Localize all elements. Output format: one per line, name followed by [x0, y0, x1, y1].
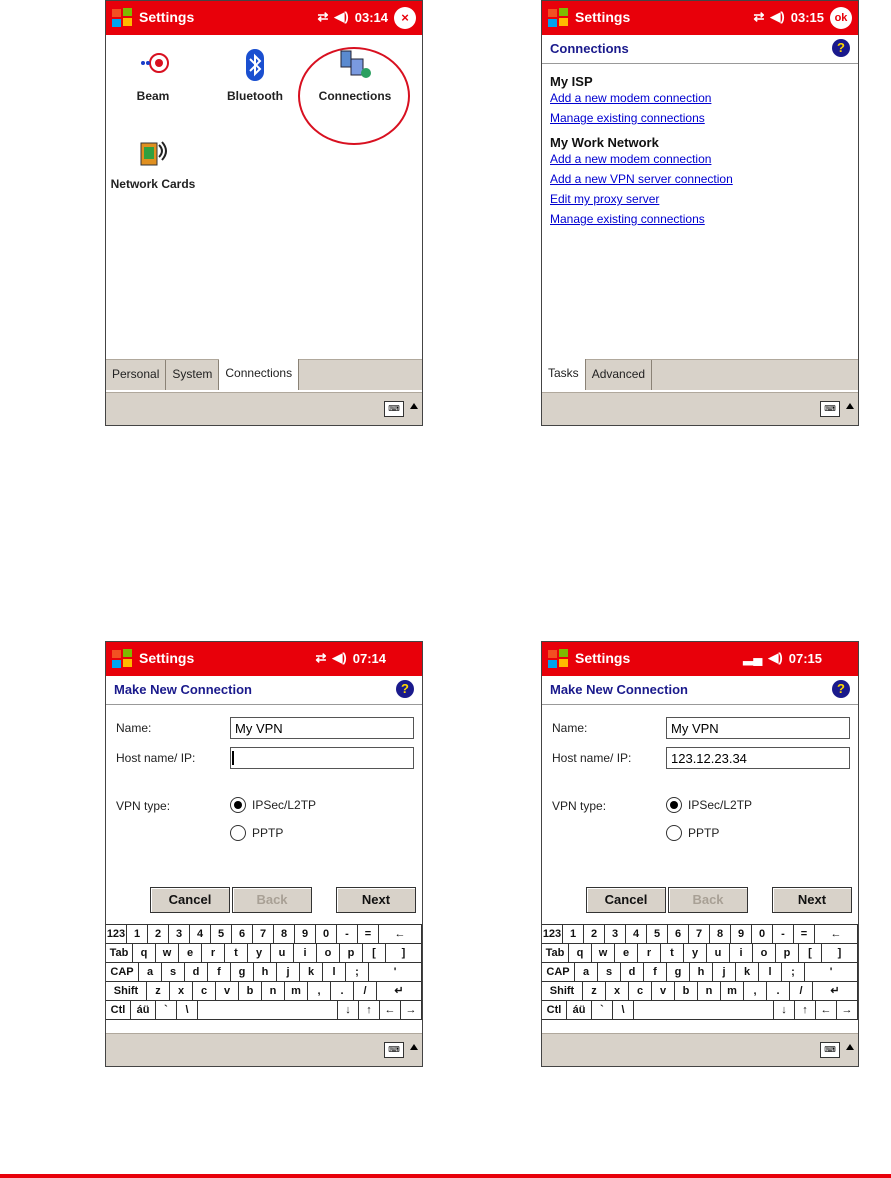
key[interactable]: y	[684, 944, 707, 962]
page-title: Make New Connection	[550, 682, 688, 697]
status-area	[743, 650, 822, 666]
key[interactable]: 6	[232, 925, 253, 943]
key-space[interactable]	[198, 1001, 338, 1019]
task-list	[542, 74, 858, 226]
key[interactable]: j	[713, 963, 736, 981]
key[interactable]: /	[790, 982, 813, 1000]
key[interactable]: =	[358, 925, 379, 943]
key[interactable]: 0	[316, 925, 337, 943]
key[interactable]: 2	[148, 925, 169, 943]
key[interactable]: t	[225, 944, 248, 962]
key[interactable]: '	[805, 963, 858, 981]
key-left[interactable]: ←	[380, 1001, 401, 1019]
key[interactable]: s	[598, 963, 621, 981]
key[interactable]: o	[317, 944, 340, 962]
key[interactable]: `	[592, 1001, 613, 1019]
key-caps[interactable]: CAP	[106, 963, 139, 981]
key[interactable]: c	[629, 982, 652, 1000]
key-down[interactable]: ↓	[774, 1001, 795, 1019]
keyboard-row	[106, 1001, 422, 1020]
key-shift[interactable]: Shift	[542, 982, 583, 1000]
windows-start-icon[interactable]	[546, 6, 570, 30]
page-title: Make New Connection	[114, 682, 252, 697]
radio-ipsec-label: IPSec/L2TP	[688, 798, 753, 812]
tab-advanced[interactable]: Advanced	[586, 360, 652, 390]
key[interactable]: 0	[752, 925, 773, 943]
connectivity-icon[interactable]: ⇄	[753, 9, 765, 24]
status-area	[318, 9, 388, 25]
host-field[interactable]	[230, 747, 414, 769]
link-add-modem-work[interactable]: Add a new modem connection	[550, 152, 712, 166]
key[interactable]: 7	[253, 925, 274, 943]
key[interactable]: 8	[274, 925, 295, 943]
windows-start-icon[interactable]	[110, 647, 134, 671]
tab-connections[interactable]: Connections	[219, 359, 299, 390]
input-menu-arrow-icon[interactable]	[410, 403, 418, 409]
signal-icon[interactable]: ▂▄	[743, 650, 763, 665]
radio-empty-icon	[230, 825, 246, 841]
key[interactable]: 7	[689, 925, 710, 943]
key-123[interactable]: 123	[106, 925, 127, 943]
input-menu-arrow-icon[interactable]	[846, 403, 854, 409]
back-button[interactable]: Back	[232, 887, 312, 913]
key[interactable]: \	[177, 1001, 198, 1019]
keyboard-row	[106, 944, 422, 963]
keyboard-row	[542, 944, 858, 963]
help-icon[interactable]: ?	[832, 680, 850, 698]
vpn-type-label: VPN type:	[116, 799, 171, 813]
name-label: Name:	[116, 721, 152, 735]
highlight-circle	[298, 47, 410, 145]
key[interactable]: k	[300, 963, 323, 981]
keyboard-row	[542, 982, 858, 1001]
soft-keyboard	[106, 924, 422, 1020]
windows-start-icon[interactable]	[110, 6, 134, 30]
key[interactable]: p	[340, 944, 363, 962]
key[interactable]: ;	[782, 963, 805, 981]
radio-ipsec-label: IPSec/L2TP	[252, 798, 317, 812]
app-title: Settings	[139, 650, 195, 666]
page-header	[542, 35, 858, 64]
key[interactable]: ,	[308, 982, 331, 1000]
key-ctrl[interactable]: Ctl	[106, 1001, 131, 1019]
key[interactable]: =	[794, 925, 815, 943]
key[interactable]: -	[773, 925, 794, 943]
key[interactable]: 1	[563, 925, 584, 943]
key[interactable]: w	[592, 944, 615, 962]
key[interactable]: b	[239, 982, 262, 1000]
network-card-icon	[135, 135, 171, 171]
radio-selected-icon	[230, 797, 246, 813]
settings-connections-screen	[105, 0, 423, 426]
clock[interactable]: 07:14	[352, 650, 386, 666]
key[interactable]: [	[799, 944, 822, 962]
app-title: Settings	[575, 9, 631, 25]
key[interactable]: e	[615, 944, 638, 962]
link-edit-proxy[interactable]: Edit my proxy server	[550, 192, 660, 206]
tab-system[interactable]: System	[166, 360, 219, 390]
status-area	[316, 650, 386, 666]
text-caret	[232, 751, 234, 765]
ok-button[interactable]: ok	[830, 7, 852, 29]
close-button[interactable]: ×	[394, 7, 416, 29]
key[interactable]: r	[202, 944, 225, 962]
bluetooth-label: Bluetooth	[227, 89, 283, 103]
page-title: Connections	[550, 41, 629, 56]
key[interactable]: m	[285, 982, 308, 1000]
key[interactable]: 4	[190, 925, 211, 943]
link-manage-isp[interactable]: Manage existing connections	[550, 111, 705, 125]
page-footer-rule	[0, 1174, 891, 1178]
radio-pptp-label: PPTP	[688, 826, 720, 840]
name-field[interactable]: My VPN	[230, 717, 414, 739]
radio-pptp[interactable]	[666, 825, 719, 841]
key[interactable]: n	[698, 982, 721, 1000]
keyboard-row	[106, 982, 422, 1001]
menu-bar	[106, 392, 422, 425]
key[interactable]: r	[638, 944, 661, 962]
key[interactable]: 2	[584, 925, 605, 943]
key[interactable]: i	[294, 944, 317, 962]
make-connection-screen-filled	[541, 641, 859, 1067]
key[interactable]: 3	[605, 925, 626, 943]
key[interactable]: j	[277, 963, 300, 981]
key[interactable]: x	[170, 982, 193, 1000]
keyboard-row	[542, 963, 858, 982]
section-title: My ISP	[550, 74, 593, 89]
key-left[interactable]: ←	[816, 1001, 837, 1019]
key[interactable]: l	[759, 963, 782, 981]
tab-bar	[542, 359, 858, 390]
key[interactable]: \	[613, 1001, 634, 1019]
title-bar	[542, 1, 858, 35]
key[interactable]: f	[644, 963, 667, 981]
key[interactable]: q	[569, 944, 592, 962]
menu-bar	[542, 392, 858, 425]
beam-item[interactable]	[108, 47, 198, 103]
link-manage-work[interactable]: Manage existing connections	[550, 212, 705, 226]
key-ctrl[interactable]: Ctl	[542, 1001, 567, 1019]
key[interactable]: m	[721, 982, 744, 1000]
page-header	[106, 676, 422, 705]
key[interactable]: 4	[626, 925, 647, 943]
key-intl[interactable]: áü	[131, 1001, 156, 1019]
key[interactable]: 9	[731, 925, 752, 943]
app-title: Settings	[139, 9, 195, 25]
keyboard-icon[interactable]: ⌨	[820, 401, 840, 417]
radio-ipsec[interactable]	[666, 797, 752, 813]
key[interactable]: k	[736, 963, 759, 981]
key[interactable]: ;	[346, 963, 369, 981]
menu-bar	[106, 1033, 422, 1066]
speaker-icon[interactable]: ◀)	[770, 9, 785, 24]
key[interactable]: v	[216, 982, 239, 1000]
host-label: Host name/ IP:	[552, 751, 632, 765]
speaker-icon[interactable]: ◀)	[332, 650, 347, 665]
key-enter[interactable]: ↵	[377, 982, 422, 1000]
key[interactable]: h	[254, 963, 277, 981]
key[interactable]: b	[675, 982, 698, 1000]
key[interactable]: z	[147, 982, 170, 1000]
tab-personal[interactable]: Personal	[106, 360, 166, 390]
section-title: My Work Network	[550, 135, 659, 150]
key[interactable]: 5	[647, 925, 668, 943]
link-add-modem-isp[interactable]: Add a new modem connection	[550, 91, 712, 105]
key[interactable]: 8	[710, 925, 731, 943]
key[interactable]: n	[262, 982, 285, 1000]
key[interactable]: q	[133, 944, 156, 962]
connection-form	[106, 705, 422, 905]
key[interactable]: e	[179, 944, 202, 962]
key[interactable]: 6	[668, 925, 689, 943]
key[interactable]: c	[193, 982, 216, 1000]
key[interactable]: l	[323, 963, 346, 981]
key[interactable]: i	[730, 944, 753, 962]
keyboard-icon[interactable]: ⌨	[384, 1042, 404, 1058]
connections-label: Connections	[318, 89, 392, 103]
title-bar	[542, 642, 858, 676]
key[interactable]: o	[753, 944, 776, 962]
key-tab[interactable]: Tab	[542, 944, 569, 962]
key[interactable]: 1	[127, 925, 148, 943]
key-space[interactable]	[634, 1001, 774, 1019]
connectivity-icon[interactable]: ⇄	[315, 650, 327, 665]
clock[interactable]: 03:15	[790, 9, 824, 25]
key[interactable]: ,	[744, 982, 767, 1000]
key[interactable]: .	[767, 982, 790, 1000]
key[interactable]: s	[162, 963, 185, 981]
key-down[interactable]: ↓	[338, 1001, 359, 1019]
key-up[interactable]: ↑	[359, 1001, 380, 1019]
key[interactable]: [	[363, 944, 386, 962]
speaker-icon[interactable]: ◀)	[334, 9, 349, 24]
key[interactable]: u	[271, 944, 294, 962]
key[interactable]: z	[583, 982, 606, 1000]
key[interactable]: d	[185, 963, 208, 981]
key-right[interactable]: →	[401, 1001, 422, 1019]
key[interactable]: /	[354, 982, 377, 1000]
key[interactable]: d	[621, 963, 644, 981]
key[interactable]: t	[661, 944, 684, 962]
key[interactable]: h	[690, 963, 713, 981]
key-backspace[interactable]: ←	[815, 925, 858, 943]
beam-icon	[135, 47, 171, 83]
key-up[interactable]: ↑	[795, 1001, 816, 1019]
title-bar	[106, 642, 422, 676]
keyboard-icon[interactable]: ⌨	[384, 401, 404, 417]
bluetooth-icon	[237, 47, 273, 83]
bluetooth-item[interactable]	[210, 47, 300, 103]
soft-keyboard	[542, 924, 858, 1020]
key-123[interactable]: 123	[542, 925, 563, 943]
network-cards-label: Network Cards	[110, 177, 196, 191]
clock[interactable]: 07:15	[788, 650, 822, 666]
input-menu-arrow-icon[interactable]	[410, 1044, 418, 1050]
input-menu-arrow-icon[interactable]	[846, 1044, 854, 1050]
key-right[interactable]: →	[837, 1001, 858, 1019]
keyboard-row	[106, 925, 422, 944]
key-enter[interactable]: ↵	[813, 982, 858, 1000]
clock[interactable]: 03:14	[354, 9, 388, 25]
key-shift[interactable]: Shift	[106, 982, 147, 1000]
icon-grid	[106, 35, 422, 365]
windows-start-icon[interactable]	[546, 647, 570, 671]
radio-ipsec[interactable]	[230, 797, 316, 813]
key[interactable]: y	[248, 944, 271, 962]
key[interactable]: .	[331, 982, 354, 1000]
radio-empty-icon	[666, 825, 682, 841]
beam-label: Beam	[136, 89, 170, 103]
network-cards-item[interactable]	[108, 135, 198, 191]
host-field[interactable]: 123.12.23.34	[666, 747, 850, 769]
key[interactable]: -	[337, 925, 358, 943]
key-tab[interactable]: Tab	[106, 944, 133, 962]
keyboard-icon[interactable]: ⌨	[820, 1042, 840, 1058]
key[interactable]: g	[667, 963, 690, 981]
key[interactable]: v	[652, 982, 675, 1000]
next-button[interactable]: Next	[336, 887, 416, 913]
connection-form	[542, 705, 858, 905]
keyboard-row	[542, 925, 858, 944]
link-add-vpn[interactable]: Add a new VPN server connection	[550, 172, 733, 186]
key[interactable]: `	[156, 1001, 177, 1019]
tab-bar	[106, 359, 422, 390]
back-button[interactable]: Back	[668, 887, 748, 913]
connectivity-icon[interactable]: ⇄	[317, 9, 329, 24]
make-connection-screen-empty	[105, 641, 423, 1067]
cancel-button[interactable]: Cancel	[586, 887, 666, 913]
key[interactable]: a	[575, 963, 598, 981]
key[interactable]: 3	[169, 925, 190, 943]
name-field[interactable]: My VPN	[666, 717, 850, 739]
tab-tasks[interactable]: Tasks	[542, 359, 586, 390]
key[interactable]: 5	[211, 925, 232, 943]
title-bar	[106, 1, 422, 35]
key[interactable]: ]	[822, 944, 858, 962]
radio-pptp-label: PPTP	[252, 826, 284, 840]
key[interactable]: a	[139, 963, 162, 981]
key-caps[interactable]: CAP	[542, 963, 575, 981]
radio-selected-icon	[666, 797, 682, 813]
key-backspace[interactable]: ←	[379, 925, 422, 943]
key[interactable]: g	[231, 963, 254, 981]
key[interactable]: 9	[295, 925, 316, 943]
name-label: Name:	[552, 721, 588, 735]
radio-pptp[interactable]	[230, 825, 283, 841]
key-intl[interactable]: áü	[567, 1001, 592, 1019]
vpn-type-label: VPN type:	[552, 799, 607, 813]
key[interactable]: p	[776, 944, 799, 962]
speaker-icon[interactable]: ◀)	[768, 650, 783, 665]
app-title: Settings	[575, 650, 631, 666]
key[interactable]: x	[606, 982, 629, 1000]
connections-tasks-screen	[541, 0, 859, 426]
key[interactable]: f	[208, 963, 231, 981]
key[interactable]: ]	[386, 944, 422, 962]
status-area	[754, 9, 824, 25]
help-icon[interactable]: ?	[832, 39, 850, 57]
key[interactable]: '	[369, 963, 422, 981]
cancel-button[interactable]: Cancel	[150, 887, 230, 913]
key[interactable]: w	[156, 944, 179, 962]
keyboard-row	[542, 1001, 858, 1020]
menu-bar	[542, 1033, 858, 1066]
host-label: Host name/ IP:	[116, 751, 196, 765]
help-icon[interactable]: ?	[396, 680, 414, 698]
key[interactable]: u	[707, 944, 730, 962]
page-header	[542, 676, 858, 705]
next-button[interactable]: Next	[772, 887, 852, 913]
keyboard-row	[106, 963, 422, 982]
